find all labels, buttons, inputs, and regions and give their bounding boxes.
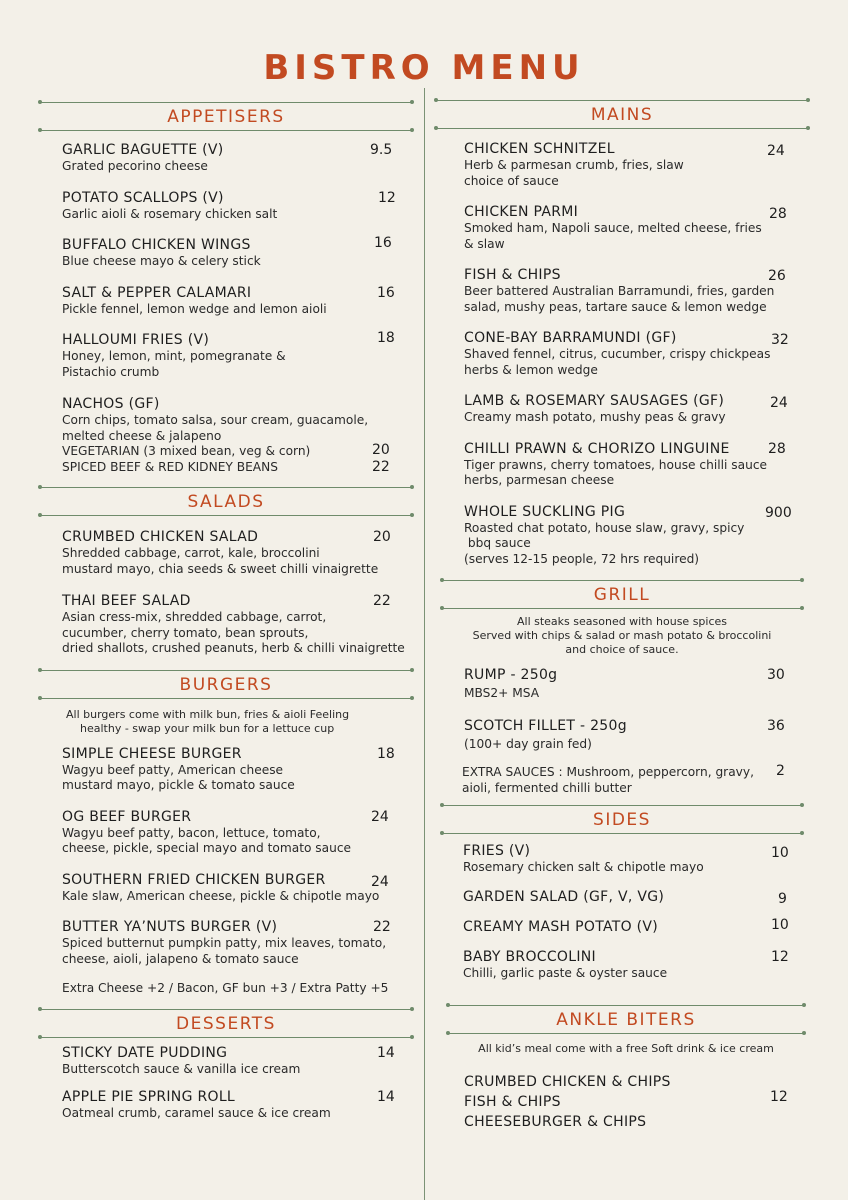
item-description: Oatmeal crumb, caramel sauce & ice cream — [62, 1106, 331, 1120]
section-title: MAINS — [590, 105, 654, 125]
item-price: 16 — [377, 284, 395, 301]
item-description: melted cheese & jalapeno — [62, 428, 222, 443]
item-name: FRIES (V) — [463, 843, 531, 859]
item-description: mustard mayo, pickle & tomato sauce — [62, 778, 295, 792]
item-description: Wagyu beef patty, American cheese — [62, 762, 284, 777]
item-description: Tiger prawns, cherry tomatoes, house chilli sauce — [464, 457, 768, 472]
item-name: SALT & PEPPER CALAMARI — [62, 284, 252, 301]
right-column — [436, 100, 808, 1132]
item-description: dried shallots, crushed peanuts, herb & chilli vinaigrette — [62, 641, 405, 655]
menu-item — [464, 330, 808, 378]
menu-item — [62, 1045, 412, 1078]
item-description: MBS2+ MSA — [464, 686, 540, 700]
item-description: salad, mushy peas, tartare sauce & lemon wedge — [464, 299, 767, 314]
note-line: and choice of sauce. — [565, 643, 679, 656]
item-name: CHEESEBURGER & CHIPS — [464, 1114, 647, 1130]
left-column — [40, 102, 412, 1122]
item-price: 2 — [776, 763, 785, 779]
item-name: CHICKEN PARMI — [464, 204, 579, 220]
menu-item — [464, 504, 808, 568]
section-title: ANKLE BITERS — [556, 1010, 696, 1030]
item-price: 20 — [373, 529, 391, 545]
note-line: All burgers come with milk bun, fries & aioli Feeling — [66, 707, 350, 721]
extra-sauces — [462, 765, 808, 796]
item-description: cucumber, cherry tomato, bean sprouts, — [62, 625, 309, 640]
item-description: Smoked ham, Napoli sauce, melted cheese, fries — [464, 221, 762, 235]
item-name: LAMB & ROSEMARY SAUSAGES (GF) — [464, 393, 725, 409]
menu-item — [62, 529, 412, 577]
menu-item — [62, 285, 412, 318]
item-description: mustard mayo, chia seeds & sweet chilli vinaigrette — [62, 561, 379, 576]
item-description: Honey, lemon, mint, pomegranate & — [62, 349, 286, 363]
menu-item — [463, 949, 808, 982]
item-description: Chilli, garlic paste & oyster sauce — [463, 965, 668, 980]
item-name: RUMP - 250g — [464, 667, 558, 683]
column-divider — [424, 88, 425, 1200]
menu-item — [464, 393, 808, 426]
item-description: herbs & lemon wedge — [464, 362, 598, 377]
item-price: 16 — [374, 235, 392, 251]
item-price: 30 — [767, 667, 785, 683]
item-name: CREAMY MASH POTATO (V) — [463, 918, 659, 935]
sides-header — [442, 805, 802, 834]
item-name: HALLOUMI FRIES (V) — [62, 332, 210, 348]
item-price: 32 — [771, 332, 789, 348]
mains-header — [436, 100, 808, 129]
divider-line — [436, 128, 808, 129]
item-description: Wagyu beef patty, bacon, lettuce, tomato, — [62, 825, 321, 840]
item-description: Corn chips, tomato salsa, sour cream, guacamole, — [62, 413, 369, 427]
item-description: Shaved fennel, citrus, cucumber, crispy chickpeas — [464, 347, 771, 361]
item-name: BABY BROCCOLINI — [463, 948, 596, 965]
item-option: VEGETARIAN (3 mixed bean, veg & corn) — [62, 444, 311, 458]
item-price: 900 — [765, 504, 792, 521]
item-price: 18 — [377, 745, 395, 762]
divider-line — [40, 515, 412, 516]
item-name: APPLE PIE SPRING ROLL — [62, 1089, 236, 1105]
item-price: 12 — [771, 948, 789, 965]
section-title: DESSERTS — [176, 1013, 276, 1034]
item-name: GARLIC BAGUETTE (V) — [62, 142, 224, 158]
item-description: Kale slaw, American cheese, pickle & chipotle mayo — [62, 888, 380, 903]
section-title: APPETISERS — [167, 107, 285, 127]
appetisers-header — [40, 102, 412, 131]
item-price: 12 — [770, 1089, 788, 1105]
menu-item — [62, 746, 412, 794]
item-name: BUFFALO CHICKEN WINGS — [62, 237, 251, 253]
item-description: Roasted chat potato, house slaw, gravy, spicy — [464, 520, 745, 535]
item-price: 18 — [377, 330, 395, 346]
menu-item — [463, 916, 808, 936]
item-price: 36 — [767, 717, 785, 734]
item-description: Pickle fennel, lemon wedge and lemon aioli — [62, 301, 327, 316]
divider-line — [40, 698, 412, 699]
menu-item — [464, 441, 808, 489]
section-title: SALADS — [187, 492, 265, 512]
item-name: OG BEEF BURGER — [62, 808, 192, 825]
item-name: CRUMBED CHICKEN SALAD — [62, 529, 259, 545]
menu-title: BISTRO MENU — [263, 48, 585, 88]
item-description: choice of sauce — [464, 173, 559, 188]
item-description: Garlic aioli & rosemary chicken salt — [62, 206, 278, 221]
kids-items — [464, 1072, 808, 1132]
item-name: CONE-BAY BARRAMUNDI (GF) — [464, 330, 677, 346]
menu-item — [62, 142, 412, 175]
divider-line — [442, 608, 802, 609]
item-price: 24 — [371, 808, 389, 825]
item-description: Butterscotch sauce & vanilla ice cream — [62, 1061, 301, 1076]
divider-line — [40, 102, 412, 103]
item-price: 22 — [373, 919, 391, 935]
divider-line — [448, 1005, 804, 1006]
item-name: BUTTER YA’NUTS BURGER (V) — [62, 919, 278, 935]
menu-item — [62, 237, 412, 270]
menu-item-nachos — [62, 396, 412, 475]
item-price: 14 — [377, 1044, 395, 1061]
divider-line — [442, 580, 802, 581]
kids-note: All kid’s meal come with a free Soft drink & ice cream — [478, 1042, 774, 1055]
menu-item — [464, 718, 808, 753]
item-price: 12 — [378, 189, 396, 206]
item-name: THAI BEEF SALAD — [62, 593, 191, 609]
menu-item — [62, 593, 412, 657]
divider-line — [40, 1037, 412, 1038]
menu-item — [62, 190, 412, 223]
menu-item — [62, 809, 412, 857]
item-description: Pistachio crumb — [62, 364, 160, 379]
item-price: 24 — [371, 873, 389, 890]
divider-line — [40, 487, 412, 488]
item-price: 28 — [769, 206, 787, 222]
item-name: POTATO SCALLOPS (V) — [62, 189, 224, 206]
menu-item — [464, 204, 808, 252]
item-description: Rosemary chicken salt & chipotle mayo — [463, 860, 704, 874]
item-name: SIMPLE CHEESE BURGER — [62, 745, 242, 762]
item-description: bbq sauce — [464, 536, 531, 550]
divider-line — [40, 670, 412, 671]
item-description: (100+ day grain fed) — [464, 736, 592, 751]
item-description: Creamy mash potato, mushy peas & gravy — [464, 410, 726, 424]
menu-item — [463, 843, 808, 876]
item-price: 10 — [771, 845, 789, 861]
note-line: healthy - swap your milk bun for a lettuce cup — [80, 721, 335, 735]
note-line: Served with chips & salad or mash potato & broccolini — [472, 629, 772, 642]
item-price: 28 — [768, 440, 786, 457]
item-description: Asian cress-mix, shredded cabbage, carrot, — [62, 610, 327, 624]
desserts-header — [40, 1009, 412, 1038]
menu-item — [464, 141, 808, 189]
item-price: 9 — [778, 890, 787, 907]
grill-note — [436, 615, 808, 657]
divider-line — [40, 130, 412, 131]
section-title: GRILL — [593, 585, 651, 605]
note-line: All steaks seasoned with house spices — [516, 615, 728, 628]
item-price: 10 — [771, 916, 789, 933]
menu-item — [463, 889, 808, 906]
item-name: CHILLI PRAWN & CHORIZO LINGUINE — [464, 440, 730, 457]
item-price: 22 — [373, 593, 391, 609]
item-name: NACHOS (GF) — [62, 396, 160, 412]
item-name: CHICKEN SCHNITZEL — [464, 141, 615, 157]
divider-line — [448, 1033, 804, 1034]
item-name: STICKY DATE PUDDING — [62, 1044, 228, 1061]
menu-item — [464, 667, 808, 702]
item-price: 14 — [377, 1089, 395, 1105]
menu-item — [62, 872, 412, 905]
item-price: 20 — [372, 442, 390, 458]
item-description: cheese, aioli, jalapeno & tomato sauce — [62, 951, 299, 966]
item-description: EXTRA SAUCES : Mushroom, peppercorn, gravy, — [462, 765, 754, 779]
item-description: Spiced butternut pumpkin patty, mix leaves, tomato, — [62, 936, 387, 950]
burger-extras: Extra Cheese +2 / Bacon, GF bun +3 / Extra Patty +5 — [62, 981, 389, 995]
section-title: BURGERS — [179, 674, 273, 695]
salads-header — [40, 487, 412, 516]
item-name: SCOTCH FILLET - 250g — [464, 717, 627, 734]
item-description: Grated pecorino cheese — [62, 159, 208, 173]
item-description: Blue cheese mayo & celery stick — [62, 254, 261, 268]
section-title: SIDES — [593, 810, 651, 830]
menu-item — [62, 332, 412, 380]
item-name: GARDEN SALAD (GF, V, VG) — [463, 888, 665, 905]
item-option: SPICED BEEF & RED KIDNEY BEANS — [62, 459, 278, 474]
item-description: Herb & parmesan crumb, fries, slaw — [464, 158, 684, 172]
item-description: & slaw — [464, 236, 505, 251]
item-price: 22 — [372, 459, 390, 475]
item-name: FISH & CHIPS — [464, 1094, 561, 1110]
menu-item — [62, 919, 412, 967]
item-price: 9.5 — [370, 142, 393, 158]
item-price: 24 — [770, 395, 788, 411]
divider-line — [442, 833, 802, 834]
item-name: CRUMBED CHICKEN & CHIPS — [464, 1074, 671, 1090]
grill-header — [442, 580, 802, 609]
item-description: cheese, pickle, special mayo and tomato sauce — [62, 841, 352, 855]
divider-line — [442, 805, 802, 806]
item-name: SOUTHERN FRIED CHICKEN BURGER — [62, 871, 326, 888]
menu-item — [464, 267, 808, 315]
item-price: 26 — [768, 268, 786, 284]
kids-header — [448, 1005, 804, 1034]
item-description: herbs, parmesan cheese — [464, 473, 615, 487]
item-description: aioli, fermented chilli butter — [462, 780, 632, 795]
item-price: 24 — [767, 143, 785, 159]
item-name: FISH & CHIPS — [464, 267, 561, 283]
item-description: (serves 12-15 people, 72 hrs required) — [464, 551, 700, 566]
divider-line — [436, 100, 808, 101]
burgers-note — [40, 708, 412, 736]
item-name: WHOLE SUCKLING PIG — [464, 503, 626, 520]
item-description: Shredded cabbage, carrot, kale, broccolini — [62, 546, 320, 560]
menu-item — [62, 1089, 412, 1122]
item-description: Beer battered Australian Barramundi, fries, garden — [464, 284, 775, 298]
burgers-header — [40, 670, 412, 699]
divider-line — [40, 1009, 412, 1010]
